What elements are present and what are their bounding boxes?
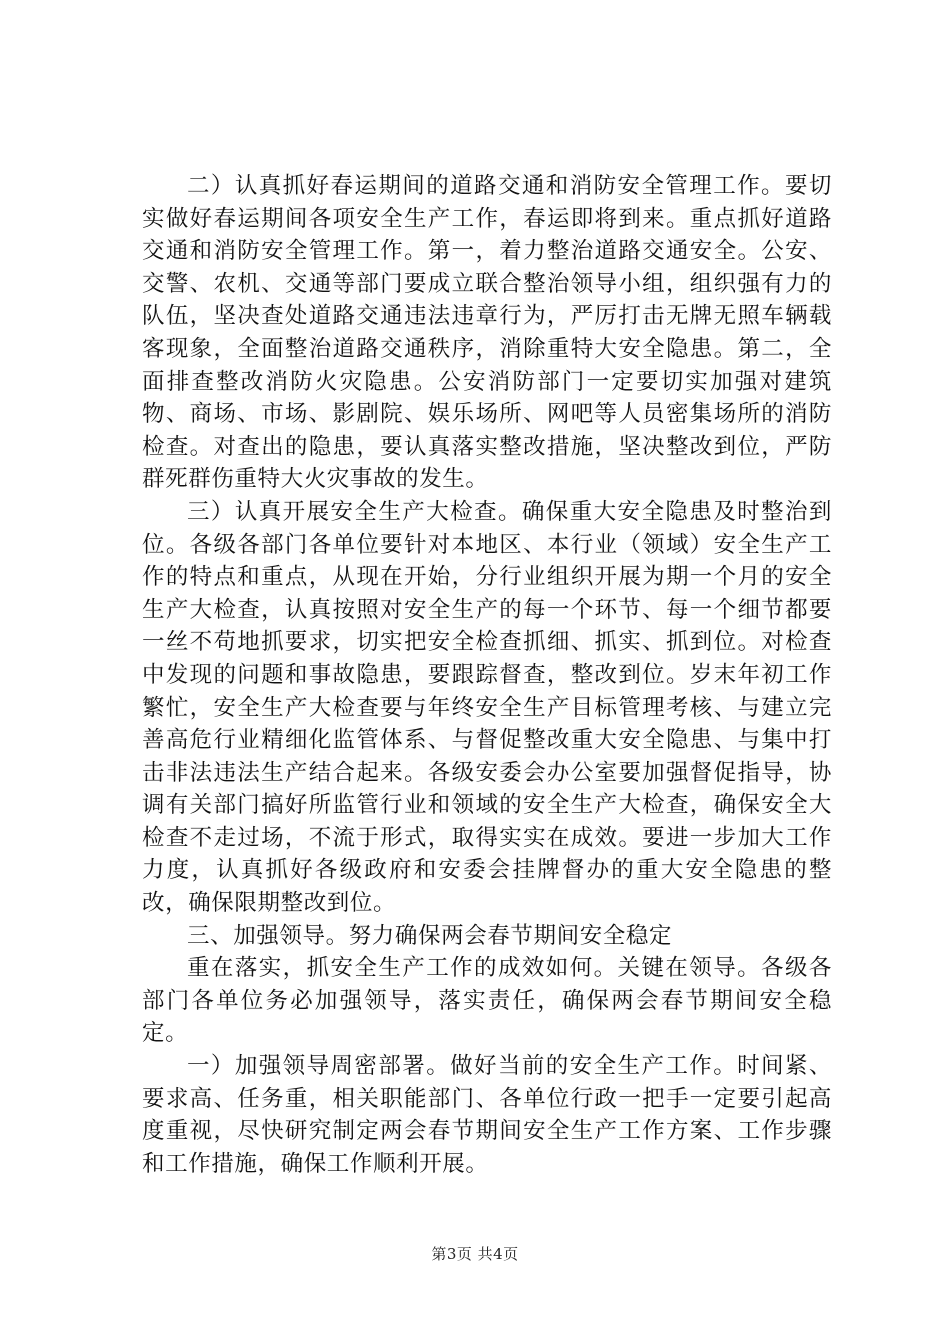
paragraph-deployment: 一）加强领导周密部署。做好当前的安全生产工作。时间紧、要求高、任务重，相关职能部门、各单位行政一把手一定要引起高度重视，尽快研究制定两会春节期间安全生产工作方案、工作步骤和工作措施，确保工作顺利开展。 [142, 1053, 832, 1177]
section-heading-leadership: 三、加强领导。努力确保两会春节期间安全稳定 [187, 922, 673, 949]
document-body [142, 170, 832, 1180]
paragraph-leadership-intro: 重在落实，抓安全生产工作的成效如何。关键在领导。各级各部门各单位务必加强领导，落实责任，确保两会春节期间安全稳定。 [142, 955, 832, 1047]
page-number-footer: 第3页 共4页 [431, 1245, 519, 1263]
paragraph-safety-inspection: 三）认真开展安全生产大检查。确保重大安全隐患及时整治到位。各级各部门各单位要针对本地区、本行业（领域）安全生产工作的特点和重点，从现在开始，分行业组织开展为期一个月的安全生产大检查，认真按照对安全生产的每一个环节、每一个细节都要一丝不苟地抓要求，切实把安全检查抓细、抓实、抓到位。对检查中发现的问题和事故隐患，要跟踪督查，整改到位。岁末年初工作繁忙，安全生产大检查要与年终安全生产目标管理考核、与建立完善高危行业精细化监管体系、与督促整改重大安全隐患、与集中打击非法违法生产结合起来。各级安委会办公室要加强督促指导，协调有关部门搞好所监管行业和领域的安全生产大检查，确保安全大检查不走过场，不流于形式，取得实实在成效。要进一步加大工作力度，认真抓好各级政府和安委会挂牌督办的重大安全隐患的整改，确保限期整改到位。 [142, 498, 832, 917]
paragraph-road-fire-safety: 二）认真抓好春运期间的道路交通和消防安全管理工作。要切实做好春运期间各项安全生产工作，春运即将到来。重点抓好道路交通和消防安全管理工作。第一，着力整治道路交通安全。公安、交警、农机、交通等部门要成立联合整治领导小组，组织强有力的队伍，坚决查处道路交通违法违章行为，严厉打击无牌无照车辆载客现象，全面整治道路交通秩序，消除重特大安全隐患。第二，全面排查整改消防火灾隐患。公安消防部门一定要切实加强对建筑物、商场、市场、影剧院、娱乐场所、网吧等人员密集场所的消防检查。对查出的隐患，要认真落实整改措施，坚决整改到位，严防群死群伤重特大火灾事故的发生。 [142, 173, 832, 493]
